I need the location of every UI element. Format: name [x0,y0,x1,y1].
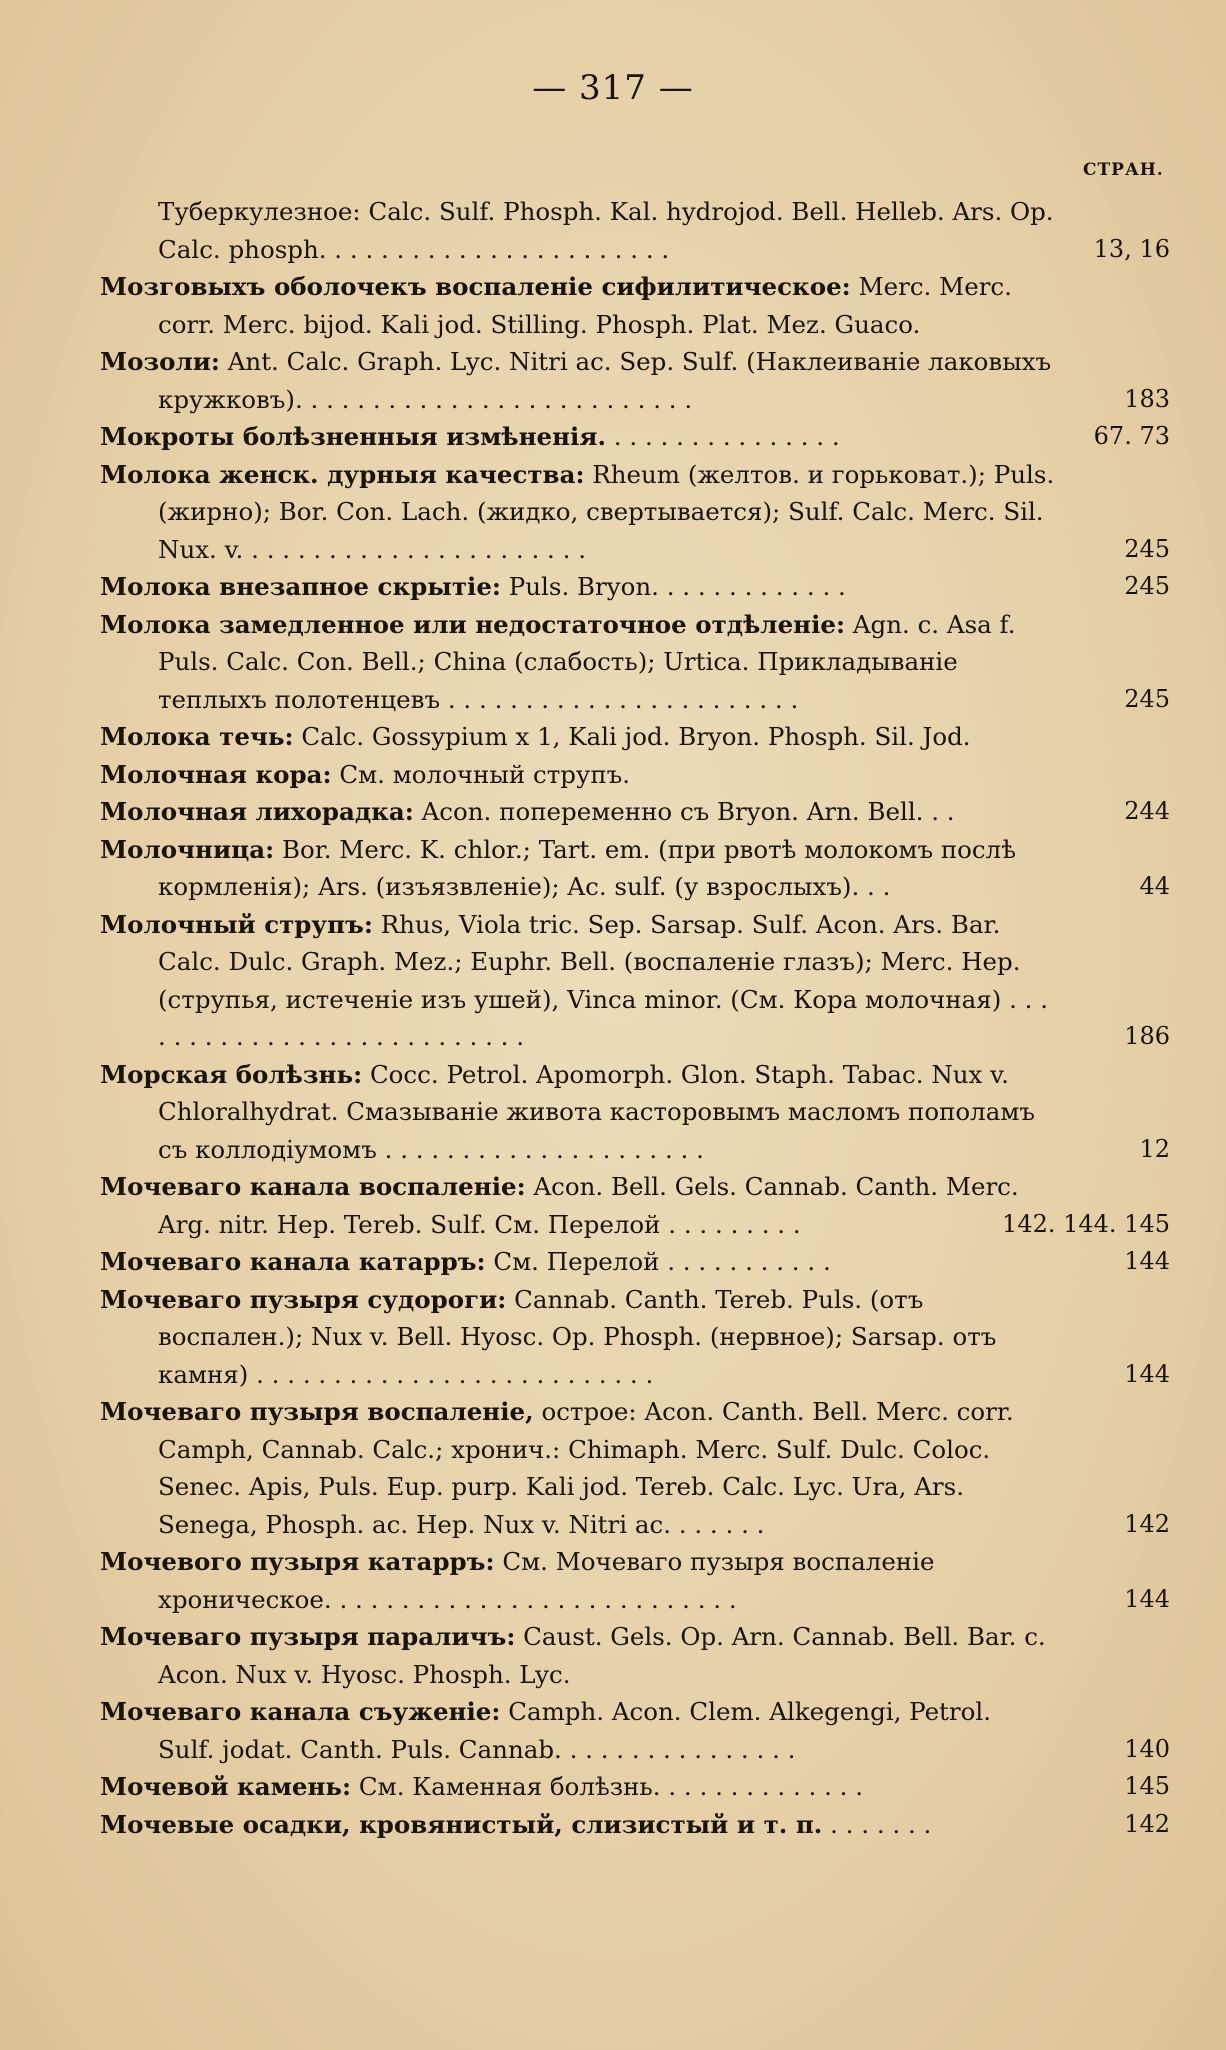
entry-page-ref: 144 [1124,1359,1170,1388]
index-entry [100,1693,1170,1768]
entry-text: . . . . . . . . . . . . . . . [613,422,840,451]
entry-page-ref: 245 [1124,684,1170,713]
entry-page-ref: 142 [1124,1509,1170,1538]
index-entry [100,793,1170,831]
entry-text: См. Каменная болѣзнь. . . . . . . . . . . . . . [358,1772,864,1801]
entry-page-ref: 13, 16 [1093,234,1170,263]
entry-text: Rheum (желтов. и горьковат.); Puls. (жирно); Bor. Con. Lach. (жидко, свертывается); Sulf. Calc. Merc. Sil. Nux. v. . . . . . . . . . . . . . . . . . . . . . . [158,459,1055,564]
entry-text: Bor. Merc. K. chlor.; Tart. em. (при рвотѣ молокомъ послѣ кормленія); Ars. (изъязвленіе); Ac. sulf. (у взрослыхъ). . . [158,834,1016,901]
entry-term: Молочная лихорадка: [100,797,414,826]
entry-term: Молочница: [100,834,275,864]
entry-term: Мочеваго канала съуженіе: [100,1697,501,1726]
entry-page-ref: 145 [1124,1772,1170,1800]
index-entry [100,831,1170,906]
index-entry [100,418,1170,456]
entry-page-ref: 186 [1124,1022,1170,1050]
index-entry [100,1806,1170,1844]
index-entry [100,1618,1170,1693]
entry-text: Acon. попеременно съ Bryon. Arn. Bell. . . [421,797,955,826]
index-entry [100,343,1170,418]
entry-term: Молока течь: [100,722,294,751]
entry-page-ref: 142. 144. 145 [1002,1209,1170,1238]
index-entry [100,1393,1170,1543]
entry-text: Rhus, Viola tric. Sep. Sarsap. Sulf. Acon. Ars. Bar. Calc. Dulc. Graph. Mez.; Euphr. Bell. (воспаленіе глазъ); Merc. Hep. (струпья, истеченіе изъ ушей), Vinca minor. (См. Кора молочная) . . . . . . . . . . . . . . . . . . . . . . . . . . . [158,909,1049,1051]
entry-page-ref: 140 [1124,1734,1170,1763]
entry-term: Мочевые осадки, кровянистый, слизистый и т. п. [100,1809,823,1839]
entry-term: Мочевого пузыря катарръ: [100,1547,495,1576]
entry-page-ref: 244 [1124,797,1170,825]
entry-page-ref: 144 [1124,1247,1170,1275]
index-entry [100,1281,1170,1394]
page-number: — 317 — [532,68,694,108]
entry-text: Туберкулезное: Calc. Sulf. Phosph. Kal. hydrojod. Bell. Helleb. Ars. Op. Calc. phosph. . . . . . . . . . . . . . . . . . . . . . . [158,197,1054,264]
entry-text: См. Мочеваго пузыря воспаленіе хроническое. . . . . . . . . . . . . . . . . . . . . . . . . . . [158,1547,935,1614]
entry-page-ref: 44 [1139,872,1170,900]
entry-text: Caust. Gels. Op. Arn. Cannab. Bell. Bar. c. Acon. Nux v. Hyosc. Phosph. Lyc. [158,1622,1046,1689]
index-entry [100,1543,1170,1618]
entry-term: Мочеваго пузыря судороги: [100,1284,507,1314]
entry-term: Мочевой камень: [100,1772,352,1801]
entry-term: Молочный струпъ: [100,909,373,939]
entry-text: Puls. Bryon. . . . . . . . . . . . . [508,572,846,601]
entry-text: Camph. Acon. Clem. Alkegengi, Petrol. Sulf. jodat. Canth. Puls. Cannab. . . . . . . . . . . . . . . . [158,1697,991,1764]
entry-text: Merc. Merc. corr. Merc. bijod. Kali jod. Stilling. Phosph. Plat. Mez. Guaco. [158,272,1012,339]
index-entry [100,606,1170,719]
entry-page-ref: 12 [1139,1134,1170,1163]
entry-term: Молока внезапное скрытіе: [100,572,501,601]
entry-term: Молока замедленное или недостаточное отдѣленіе: [100,609,846,639]
entry-page-ref: 245 [1124,534,1170,563]
entry-page-ref: 142 [1124,1809,1170,1838]
entry-text: Calc. Gossypium x 1, Kali jod. Bryon. Phosph. Sil. Jod. [301,722,971,751]
entry-text: . . . . . . . [830,1809,932,1839]
index-entry [100,1768,1170,1806]
index-entry [100,568,1170,606]
index-entry [100,1168,1170,1243]
entry-term: Мочеваго пузыря воспаленіе, [100,1397,534,1426]
entry-text: См. молочный струпъ. [339,759,631,789]
index-entry [100,906,1170,1056]
entry-term: Морская болѣзнь: [100,1059,363,1089]
entry-term: Мокроты болѣзненныя измѣненія. [100,422,606,451]
index-entry [100,1056,1170,1169]
entry-text: Acon. Bell. Gels. Cannab. Canth. Merc. Arg. nitr. Hep. Tereb. Sulf. См. Перелой . . . . . . . . . [158,1172,1019,1239]
entry-term: Мочеваго пузыря параличъ: [100,1622,516,1651]
entry-term: Мозговыхъ оболочекъ воспаленіе сифилитическое: [100,272,851,301]
entry-term: Мочеваго канала воспаленіе: [100,1172,526,1201]
entry-text: Cocc. Petrol. Apomorph. Glon. Staph. Tabac. Nux v. Chloralhydrat. Смазываніе живота касторовымъ масломъ пополамъ съ коллодіумомъ . . . . . . . . . . . . . . . . . . . . . [158,1059,1035,1164]
entry-page-ref: 67. 73 [1093,422,1170,450]
entry-text: См. Перелой . . . . . . . . . . . [493,1247,831,1276]
page-column-header: СТРАН. [1083,160,1164,180]
entry-term: Молочная кора: [100,759,332,789]
entry-page-ref: 183 [1124,384,1170,413]
entry-text: Agn. c. Asa f. Puls. Calc. Con. Bell.; China (слабость); Urtica. Прикладываніе теплыхъ полотенцевъ . . . . . . . . . . . . . . . . . . . . . . . [158,609,1016,714]
index-entry [100,718,1170,756]
entry-term: Мочеваго канала катарръ: [100,1247,486,1276]
entry-text: Ant. Calc. Graph. Lyc. Nitri ac. Sep. Sulf. (Наклеиваніе лаковыхъ кружковъ). . . . . . . . . . . . . . . . . . . . . . . . . . [158,347,1052,414]
entry-term: Молока женск. дурныя качества: [100,459,585,489]
index-entry [100,1243,1170,1281]
entry-term: Мозоли: [100,347,220,376]
index-entry [100,756,1170,794]
index-entry [100,456,1170,569]
index-entry [100,193,1170,268]
entry-text: острое: Acon. Canth. Bell. Merc. corr. Camph, Cannab. Calc.; хронич.: Chimaph. Merc. Sulf. Dulc. Coloc. Senec. Apis, Puls. Eup. purp. Kali jod. Tereb. Calc. Lyc. Ura, Ars. Senega, Phosph. ac. Hep. Nux v. Nitri ac. . . . . . . [158,1397,1014,1539]
index-entries [100,193,1170,1843]
index-entry [100,268,1170,343]
entry-page-ref: 245 [1124,572,1170,600]
entry-text: Cannab. Canth. Tereb. Puls. (отъ воспален.); Nux v. Bell. Hyosc. Op. Phosph. (нервное); Sarsap. отъ камня) . . . . . . . . . . . . . . . . . . . . . . . . . . [158,1284,997,1389]
entry-page-ref: 144 [1124,1584,1170,1613]
